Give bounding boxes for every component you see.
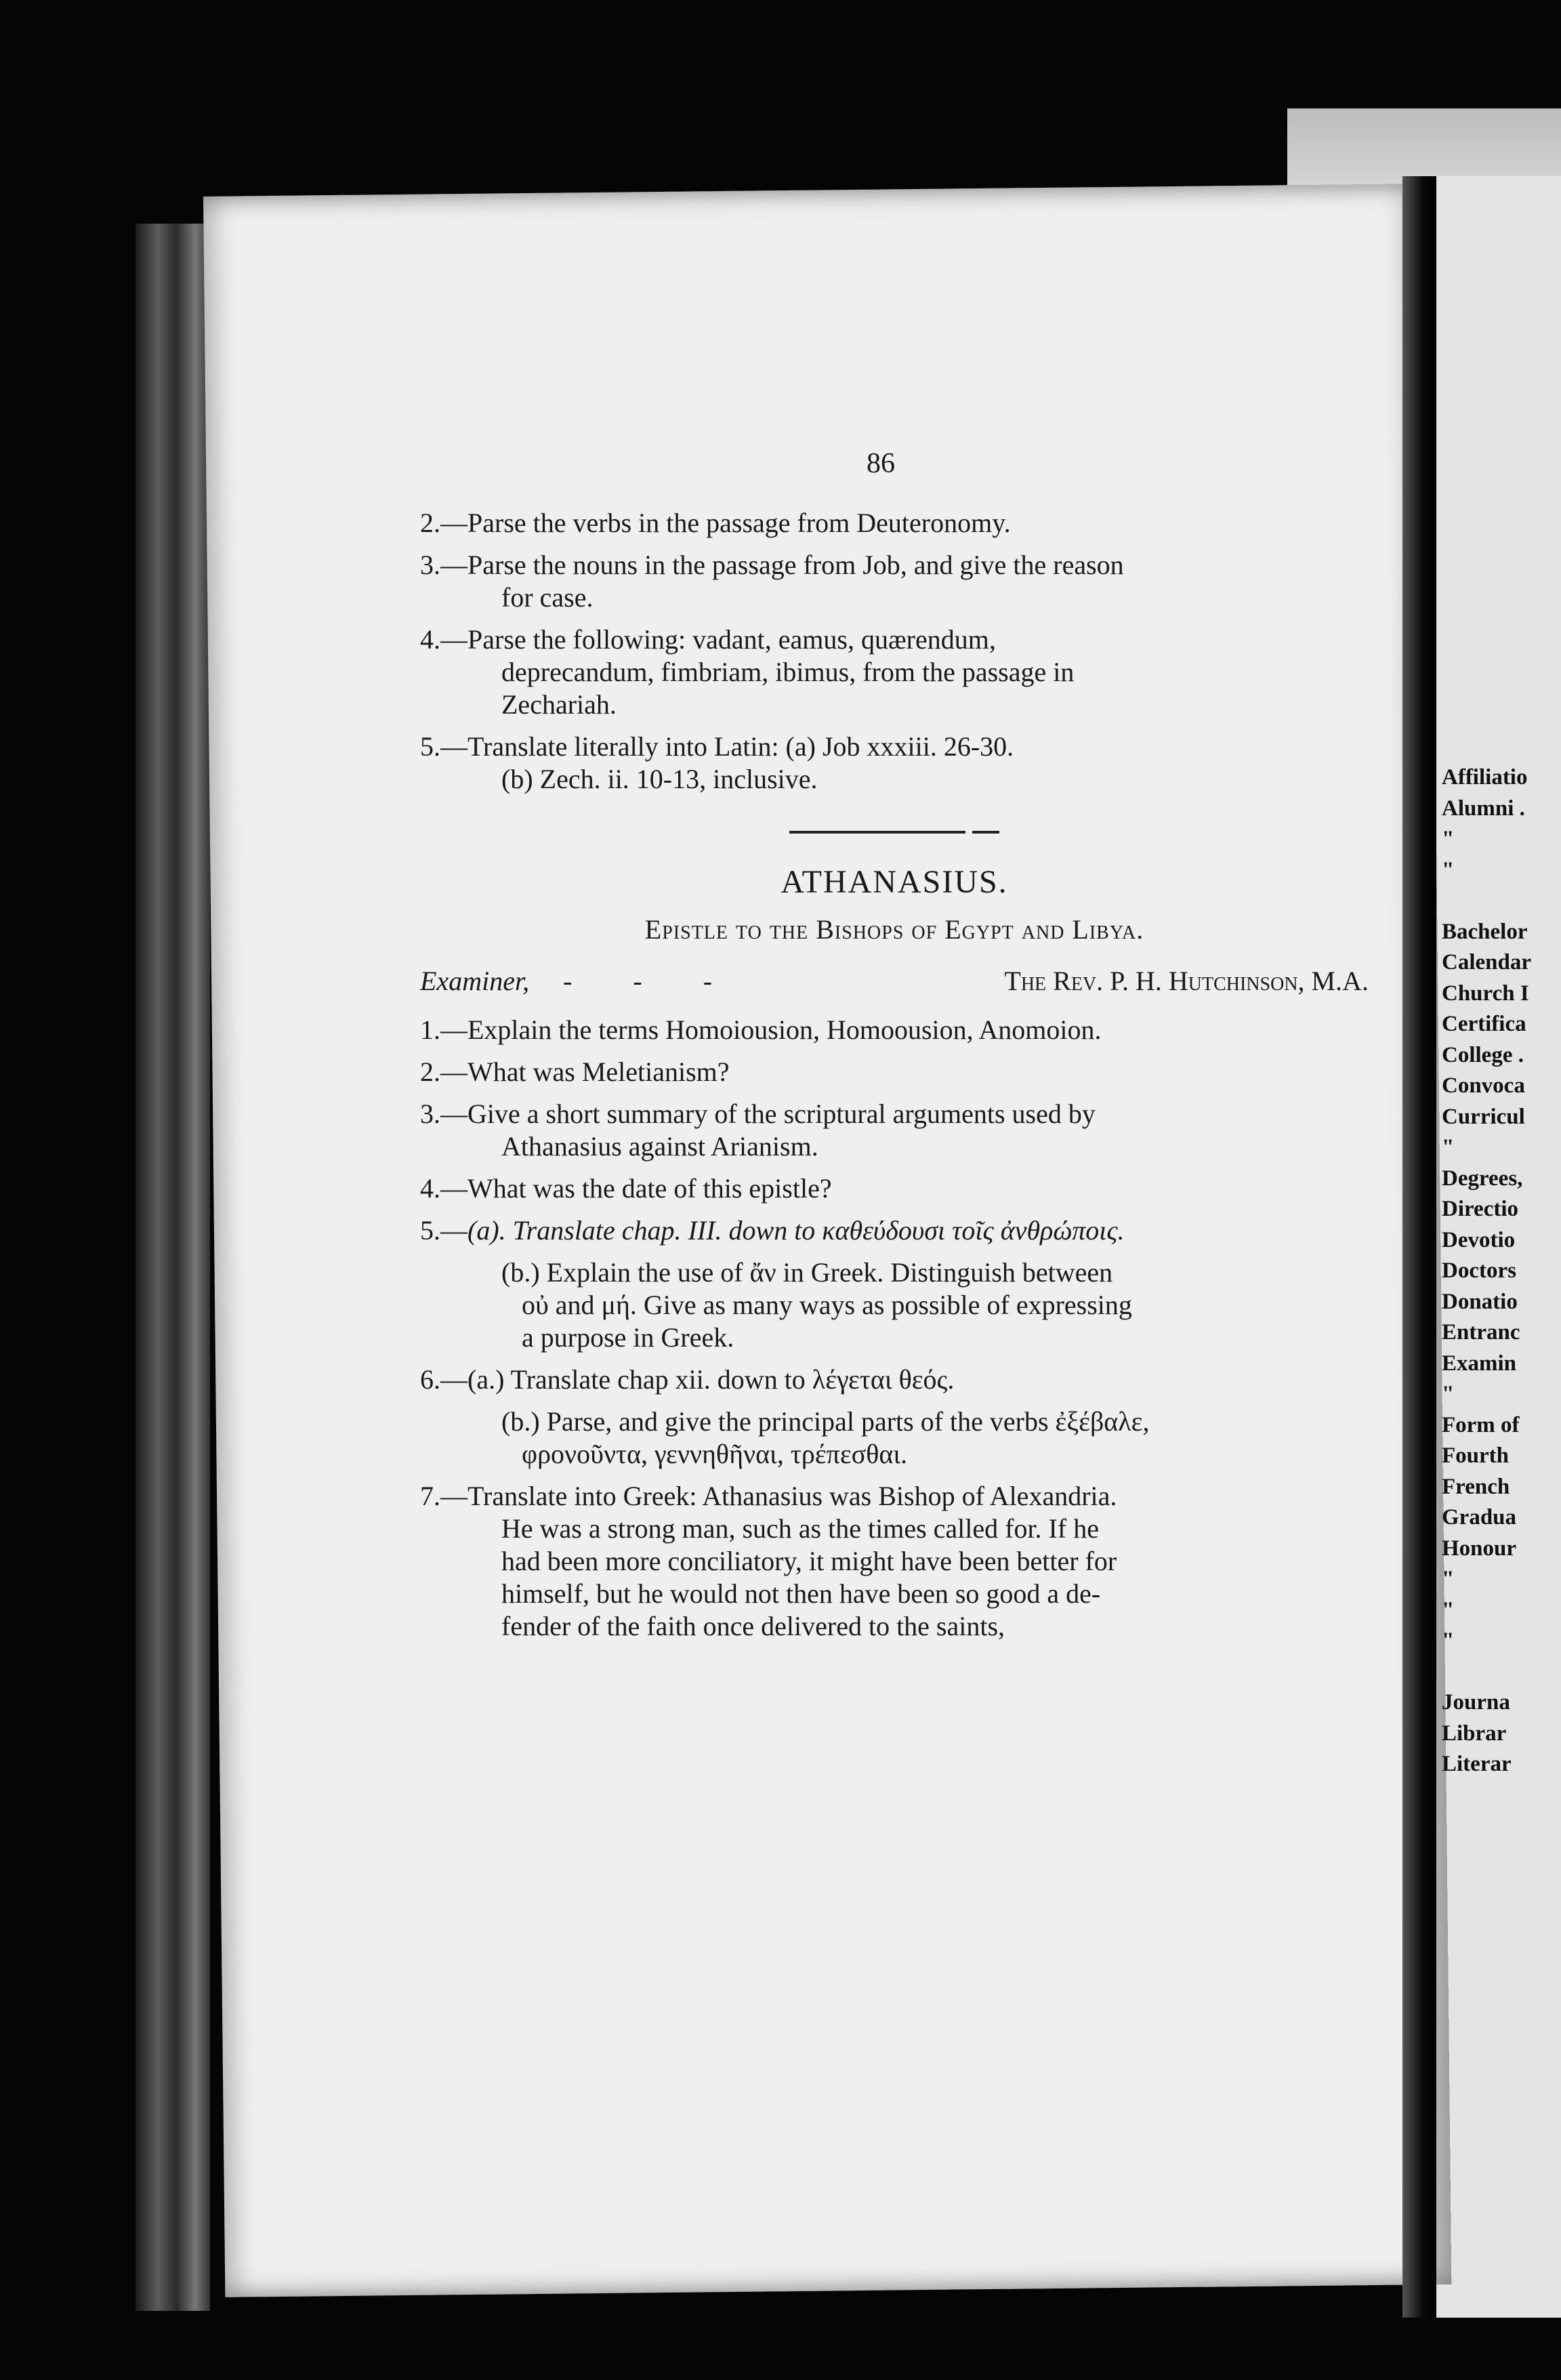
question-continuation: (b) Zech. ii. 10-13, inclusive. bbox=[501, 764, 818, 794]
question-7 bbox=[420, 1480, 1369, 1643]
question-3 bbox=[420, 1098, 1369, 1163]
index-entry: Calendar bbox=[1442, 950, 1531, 974]
index-entry: " bbox=[1442, 1628, 1455, 1653]
question-6a bbox=[420, 1363, 1369, 1396]
question-continuation: φρονοῦντα, γεννηθῆναι, τρέπεσθαι. bbox=[522, 1439, 908, 1469]
question-text: Parse the following: vadant, eamus, quærendum, bbox=[467, 624, 996, 655]
index-entry: Literar bbox=[1442, 1752, 1512, 1776]
right-page-index bbox=[1442, 762, 1561, 1780]
question-number: 4.— bbox=[420, 1173, 467, 1204]
index-entry: " bbox=[1442, 857, 1455, 882]
examiner-name: The Rev. P. H. Hutchinson, M.A. bbox=[1004, 966, 1369, 996]
index-entry: Church I bbox=[1442, 981, 1529, 1006]
rule-dash bbox=[972, 831, 999, 834]
question-text: (b.) Parse, and give the principal parts of the verbs ἐξέβαλε, bbox=[501, 1406, 1150, 1437]
index-entry: Devotio bbox=[1442, 1227, 1516, 1252]
index-entry: Gradua bbox=[1442, 1505, 1517, 1530]
index-entry: " bbox=[1442, 1382, 1455, 1406]
question-number: 4.— bbox=[420, 624, 467, 655]
question-number: 6.— bbox=[420, 1364, 467, 1395]
question-number: 5.— bbox=[420, 731, 467, 762]
question-text: (b.) Explain the use of ἄν in Greek. Distinguish between bbox=[501, 1257, 1113, 1288]
question-number: 3.— bbox=[420, 1099, 467, 1129]
question-continuation: He was a strong man, such as the times called for. If he bbox=[501, 1513, 1099, 1544]
question-continuation: Athanasius against Arianism. bbox=[501, 1131, 818, 1162]
question-continuation: for case. bbox=[501, 582, 594, 613]
question-number: 1.— bbox=[420, 1014, 467, 1045]
question-number: 3.— bbox=[420, 550, 467, 580]
index-entry: Bachelor bbox=[1442, 919, 1528, 944]
section-rule bbox=[420, 813, 1369, 846]
question-text: Parse the nouns in the passage from Job, and give the reason bbox=[467, 550, 1124, 580]
index-entry: Entranc bbox=[1442, 1320, 1520, 1345]
index-entry: Librar bbox=[1442, 1721, 1507, 1746]
question-number: 2.— bbox=[420, 1056, 467, 1087]
examiner-row bbox=[420, 965, 1369, 998]
question-6b bbox=[420, 1406, 1369, 1471]
question-2 bbox=[420, 507, 1369, 539]
index-entry: Curricul bbox=[1442, 1104, 1525, 1129]
examiner-left bbox=[420, 965, 739, 998]
question-text: (a.) Translate chap xii. down to λέγεται θεός. bbox=[467, 1364, 955, 1395]
index-entry: Fourth bbox=[1442, 1443, 1509, 1468]
index-entry: Alumni . bbox=[1442, 796, 1525, 821]
question-text: Translate literally into Latin: (a) Job xxxiii. 26-30. bbox=[467, 731, 1014, 762]
index-entry: Honour bbox=[1442, 1536, 1517, 1561]
question-text: Parse the verbs in the passage from Deuteronomy. bbox=[467, 508, 1011, 538]
question-number: 2.— bbox=[420, 508, 467, 538]
page-content bbox=[420, 447, 1369, 1652]
index-entry: Certifica bbox=[1442, 1012, 1526, 1036]
section-title: ATHANASIUS. bbox=[780, 864, 1008, 900]
index-entry: " bbox=[1442, 1597, 1455, 1622]
question-text: Translate into Greek: Athanasius was Bishop of Alexandria. bbox=[467, 1481, 1117, 1511]
rule-line bbox=[789, 831, 965, 834]
question-text: What was Meletianism? bbox=[467, 1056, 730, 1087]
question-1 bbox=[420, 1014, 1369, 1046]
index-entry: French bbox=[1442, 1474, 1510, 1499]
question-5a bbox=[420, 1214, 1369, 1247]
section-subtitle: Epistle to the Bishops of Egypt and Libya. bbox=[644, 914, 1144, 945]
index-entry: " bbox=[1442, 1135, 1455, 1160]
question-number: 5.— bbox=[420, 1215, 467, 1246]
index-entry: Form of bbox=[1442, 1412, 1520, 1437]
question-4 bbox=[420, 623, 1369, 721]
question-2 bbox=[420, 1056, 1369, 1088]
question-continuation: οὐ and μή. Give as many ways as possible of expressing bbox=[522, 1290, 1132, 1320]
index-entry bbox=[1442, 1657, 1561, 1688]
index-entry: Convoca bbox=[1442, 1073, 1525, 1098]
index-entry: Affiliatio bbox=[1442, 765, 1528, 789]
index-entry: Degrees, bbox=[1442, 1166, 1523, 1191]
index-entry: Donatio bbox=[1442, 1289, 1518, 1314]
question-3 bbox=[420, 549, 1369, 614]
page-number: 86 bbox=[867, 448, 895, 479]
index-entry: Doctors bbox=[1442, 1258, 1516, 1283]
question-text: What was the date of this epistle? bbox=[467, 1173, 832, 1204]
question-text: Give a short summary of the scriptural arguments used by bbox=[467, 1099, 1096, 1129]
question-4 bbox=[420, 1172, 1369, 1205]
question-continuation: himself, but he would not then have been so good a de- bbox=[501, 1578, 1101, 1609]
book-edge bbox=[136, 224, 210, 2311]
index-entry: " bbox=[1442, 827, 1455, 851]
question-text: (a). Translate chap. III. down to καθεύδουσι τοῖς ἀνθρώποις. bbox=[467, 1215, 1125, 1246]
examiner-label: Examiner, bbox=[420, 966, 530, 996]
index-entry bbox=[1442, 886, 1561, 917]
question-continuation: deprecandum, fimbriam, ibimus, from the passage in bbox=[501, 657, 1075, 687]
examiner-dots: - - - bbox=[563, 966, 740, 996]
question-continuation: a purpose in Greek. bbox=[522, 1322, 734, 1353]
index-entry: Examin bbox=[1442, 1351, 1517, 1376]
question-continuation: Zechariah. bbox=[501, 689, 617, 720]
question-number: 7.— bbox=[420, 1481, 467, 1511]
question-5 bbox=[420, 731, 1369, 796]
question-continuation: had been more conciliatory, it might have been better for bbox=[501, 1546, 1117, 1576]
index-entry: College . bbox=[1442, 1042, 1524, 1067]
index-entry: Journa bbox=[1442, 1690, 1510, 1715]
index-entry: " bbox=[1442, 1567, 1455, 1591]
question-5b bbox=[420, 1256, 1369, 1354]
question-text: Explain the terms Homoiousion, Homoousion, Anomoion. bbox=[467, 1014, 1102, 1045]
index-entry: Directio bbox=[1442, 1197, 1519, 1221]
book-gutter bbox=[1402, 176, 1436, 2318]
question-continuation: fender of the faith once delivered to the saints, bbox=[501, 1611, 1005, 1641]
